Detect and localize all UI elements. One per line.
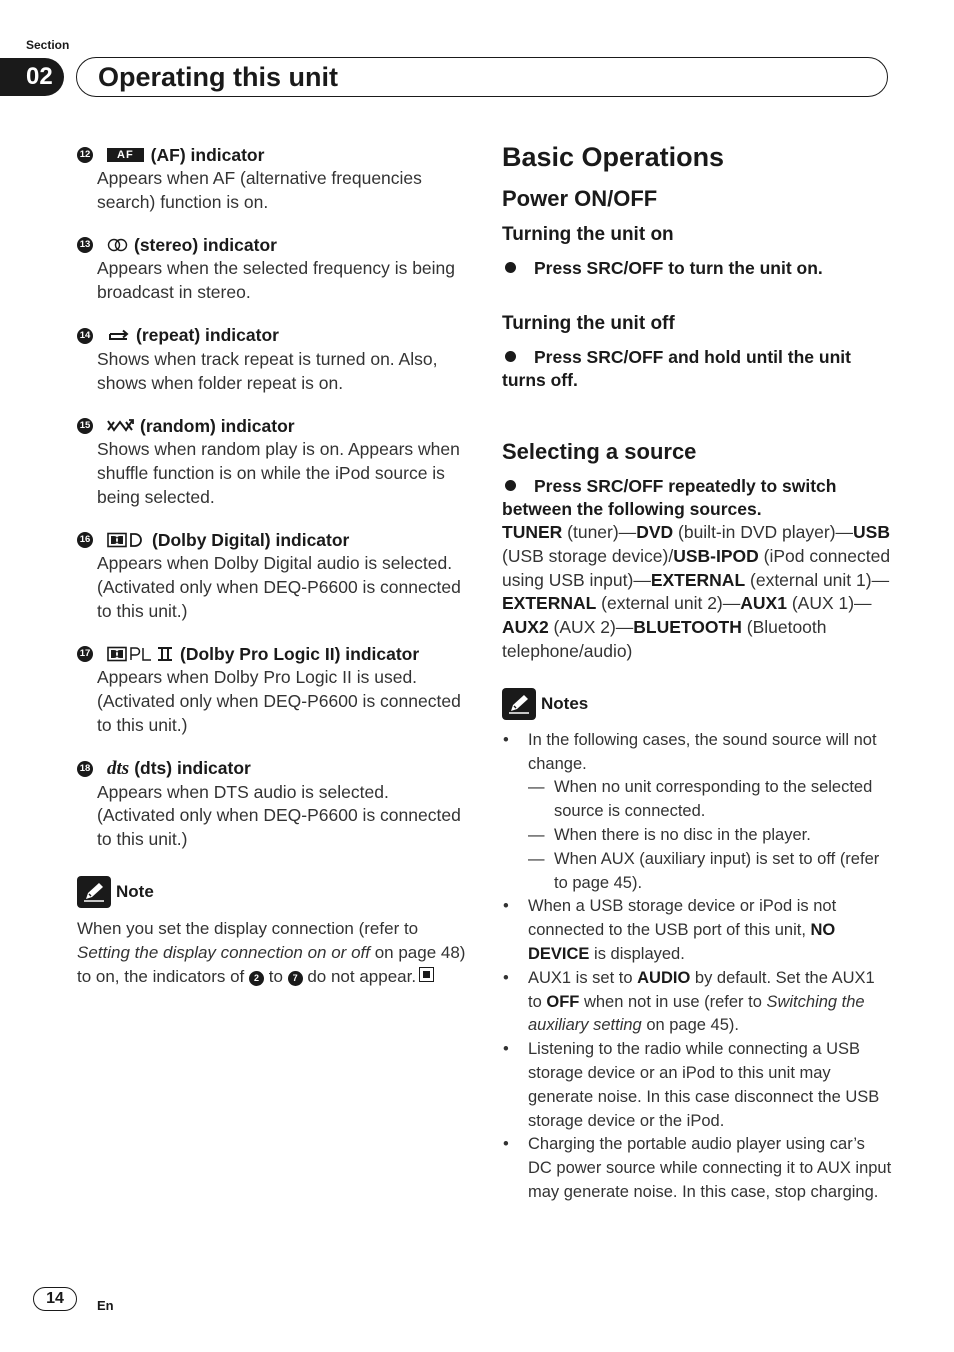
- item-number: 13: [77, 237, 93, 253]
- item-number: 17: [77, 646, 93, 662]
- item-number: 15: [77, 418, 93, 434]
- page-number: 14: [33, 1287, 77, 1311]
- item-label: (Dolby Digital) indicator: [152, 529, 350, 550]
- section-number-badge: 02: [0, 58, 64, 96]
- source-list: TUNER (tuner)—DVD (built-in DVD player)—USB (USB storage device)/USB-IPOD (iPod connected using USB input)—EXTERNAL (external unit 1)—EXTERNAL (external unit 2)—AUX1 (AUX 1)—AUX2 (AUX 2)—BLUETOOTH (Bluetooth telephone/audio): [502, 522, 891, 661]
- sub-list-item: — When AUX (auxiliary input) is set to off (refer to page 45).: [528, 848, 892, 896]
- pencil-note-icon: [77, 876, 111, 908]
- item-description: Appears when the selected frequency is being broadcast in stereo.: [97, 258, 456, 303]
- item-number: 12: [77, 147, 93, 163]
- item-description: Appears when AF (alternative frequencies search) function is on.: [97, 168, 422, 212]
- bullet-icon: [505, 262, 516, 273]
- power-heading: Power ON/OFF: [502, 186, 658, 211]
- indicator-item: [77, 233, 467, 304]
- dts-icon: dts: [107, 757, 130, 779]
- item-label: (random) indicator: [140, 415, 295, 436]
- stereo-icon: [107, 238, 129, 252]
- item-label: (Dolby Pro Logic II) indicator: [180, 643, 420, 664]
- page-title: Operating this unit: [98, 62, 338, 92]
- list-item: • Charging the portable audio player using car’s DC power source while connecting it to AUX input may generate noise. In this case, stop charging.: [502, 1133, 892, 1204]
- item-description: Appears when Dolby Digital audio is selected. (Activated only when DEQ-P6600 is connected to this unit.): [97, 553, 461, 621]
- list-item: • Listening to the radio while connecting a USB storage device or an iPod to this unit may generate noise. In this case disconnect the USB storage device or the iPod.: [502, 1038, 892, 1133]
- end-mark-icon: [419, 967, 434, 982]
- list-item: • In the following cases, the sound source will not change. — When no unit corresponding to the selected source is connected. — When there is no disc in the player. — When AUX (auxiliary input) is set to off (refer to page 45).: [502, 729, 892, 896]
- turn-off-heading: Turning the unit off: [502, 313, 675, 334]
- notes-heading: Notes: [541, 693, 589, 713]
- item-number: 18: [77, 761, 93, 777]
- left-column: [77, 143, 467, 989]
- right-column: [502, 140, 892, 1205]
- bullet-icon: [505, 480, 516, 491]
- note-block: [77, 876, 467, 989]
- pencil-note-icon: [502, 688, 536, 720]
- notes-list: [502, 729, 892, 1205]
- notes-block: [502, 688, 892, 1205]
- bullet-icon: [505, 351, 516, 362]
- list-item: • AUX1 is set to AUDIO by default. Set the AUX1 to OFF when not in use (refer to Switching the auxiliary setting on page 45).: [502, 967, 892, 1038]
- indicator-item: [77, 143, 467, 214]
- indicator-item: [77, 414, 467, 509]
- item-number: 16: [77, 532, 93, 548]
- item-description: Shows when track repeat is turned on. Also, shows when folder repeat is on.: [97, 348, 438, 393]
- item-number: 14: [77, 328, 93, 344]
- select-source-step: Press SRC/OFF repeatedly to switch between the following sources.: [502, 476, 837, 519]
- indicator-item: [77, 528, 467, 623]
- dolby-pro-logic-icon: [107, 646, 175, 662]
- language-code: En: [97, 1298, 114, 1313]
- section-label: Section: [26, 38, 70, 52]
- list-item: • When a USB storage device or iPod is not connected to the USB port of this unit, NO DEVICE is displayed.: [502, 895, 892, 966]
- dolby-digital-icon: [107, 532, 147, 548]
- circled-number: 2: [249, 971, 264, 986]
- indicator-item: [77, 757, 467, 852]
- indicator-item: [77, 642, 467, 737]
- item-description: Appears when Dolby Pro Logic II is used. (Activated only when DEQ-P6600 is connected to this unit.): [97, 667, 461, 735]
- item-label: (AF) indicator: [150, 144, 265, 165]
- note-text: When you set the display connection (refer to Setting the display connection on or off on page 48) to on, the indicators of 2 to 7 do not appear.: [77, 918, 466, 986]
- item-description: Shows when random play is on. Appears when shuffle function is on while the iPod source is being selected.: [97, 439, 460, 507]
- item-label: (dts) indicator: [134, 758, 251, 779]
- repeat-icon: [107, 329, 131, 343]
- turn-on-heading: Turning the unit on: [502, 224, 674, 245]
- circled-number: 7: [288, 971, 303, 986]
- af-icon: AF: [107, 148, 144, 162]
- item-label: (stereo) indicator: [134, 234, 277, 255]
- sub-list-item: — When there is no disc in the player.: [528, 824, 892, 848]
- turn-off-step: Press SRC/OFF and hold until the unit turns off.: [502, 347, 851, 390]
- turn-on-step: Press SRC/OFF to turn the unit on.: [502, 257, 892, 280]
- basic-operations-title: Basic Operations: [502, 142, 725, 172]
- item-description: Appears when DTS audio is selected. (Activated only when DEQ-P6600 is connected to this unit.): [97, 781, 461, 849]
- sub-list-item: — When no unit corresponding to the selected source is connected.: [528, 776, 892, 824]
- selecting-source-heading: Selecting a source: [502, 439, 697, 464]
- random-icon: [107, 418, 135, 434]
- item-label: (repeat) indicator: [136, 325, 279, 346]
- indicator-item: [77, 324, 467, 395]
- note-heading: Note: [116, 881, 154, 901]
